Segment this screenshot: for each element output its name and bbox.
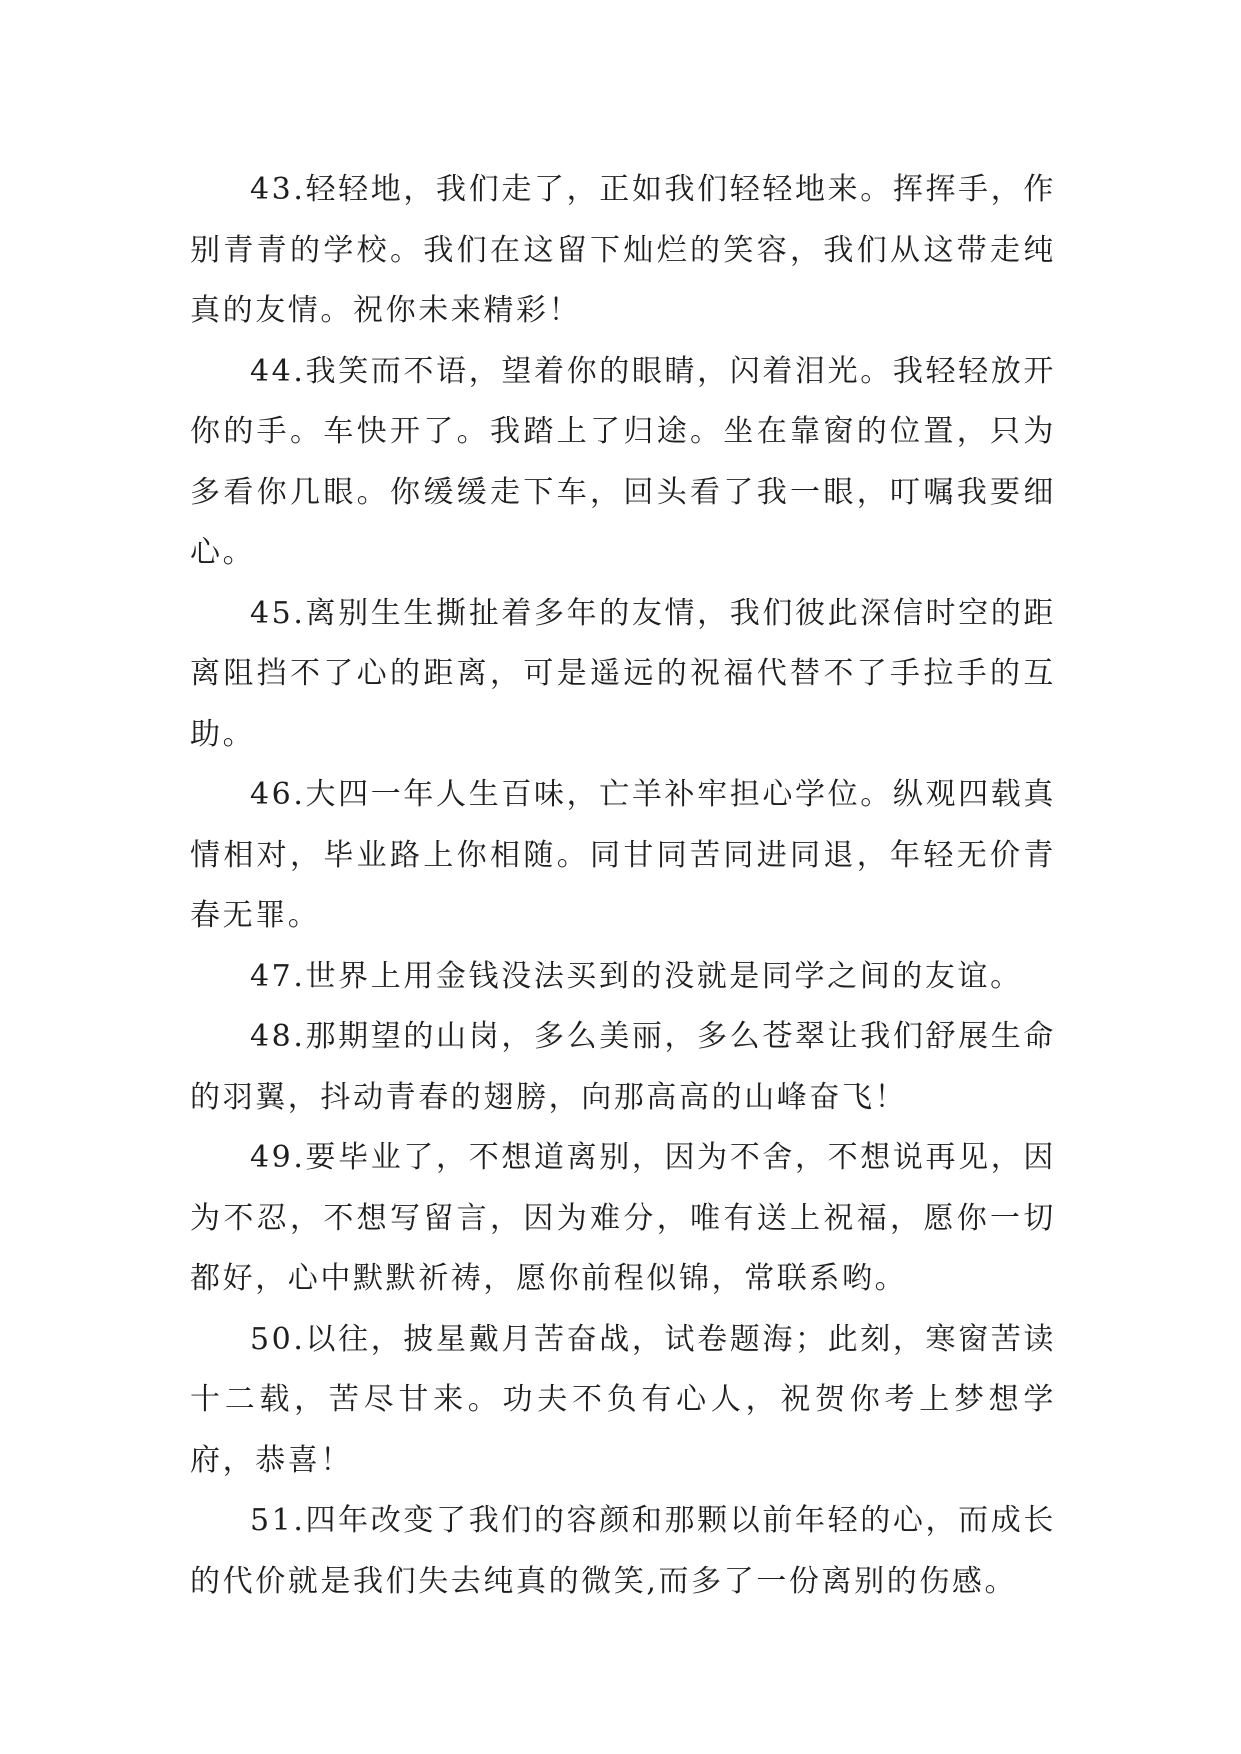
paragraph-49: 49.要毕业了，不想道离别，因为不舍，不想说再见，因为不忍，不想写留言，因为难分，唯有送上祝福，愿你一切都好，心中默默祈祷，愿你前程似锦，常联系哟。 <box>190 1140 1056 1296</box>
paragraph-50: 50.以往，披星戴月苦奋战，试卷题海；此刻，寒窗苦读十二载，苦尽甘来。功夫不负有心人，祝贺你考上梦想学府，恭喜！ <box>190 1321 1056 1478</box>
paragraph-51: 51.四年改变了我们的容颜和那颗以前年轻的心，而成长的代价就是我们失去纯真的微笑,而多了一份离别的伤感。 <box>190 1503 1056 1599</box>
paragraph-45: 45.离别生生撕扯着多年的友情，我们彼此深信时空的距离阻挡不了心的距离，可是遥远的祝福代替不了手拉手的互助。 <box>190 595 1056 752</box>
paragraph-48: 48.那期望的山岗，多么美丽，多么苍翠让我们舒展生命的羽翼，抖动青春的翅膀，向那高高的山峰奋飞！ <box>190 1019 1056 1115</box>
paragraph-43: 43.轻轻地，我们走了，正如我们轻轻地来。挥挥手，作别青青的学校。我们在这留下灿烂的笑容，我们从这带走纯真的友情。祝你未来精彩！ <box>190 172 1056 328</box>
paragraph-47: 47.世界上用金钱没法买到的没就是同学之间的友谊。 <box>250 958 1023 994</box>
paragraph-44: 44.我笑而不语，望着你的眼睛，闪着泪光。我轻轻放开你的手。车快开了。我踏上了归途。坐在靠窗的位置，只为多看你几眼。你缓缓走下车，回头看了我一眼，叮嘱我要细心。 <box>190 353 1056 570</box>
paragraph-46: 46.大四一年人生百味，亡羊补牢担心学位。纵观四载真情相对，毕业路上你相随。同甘同苦同进同退，年轻无价青春无罪。 <box>190 777 1056 933</box>
document-body <box>190 160 1056 1612</box>
